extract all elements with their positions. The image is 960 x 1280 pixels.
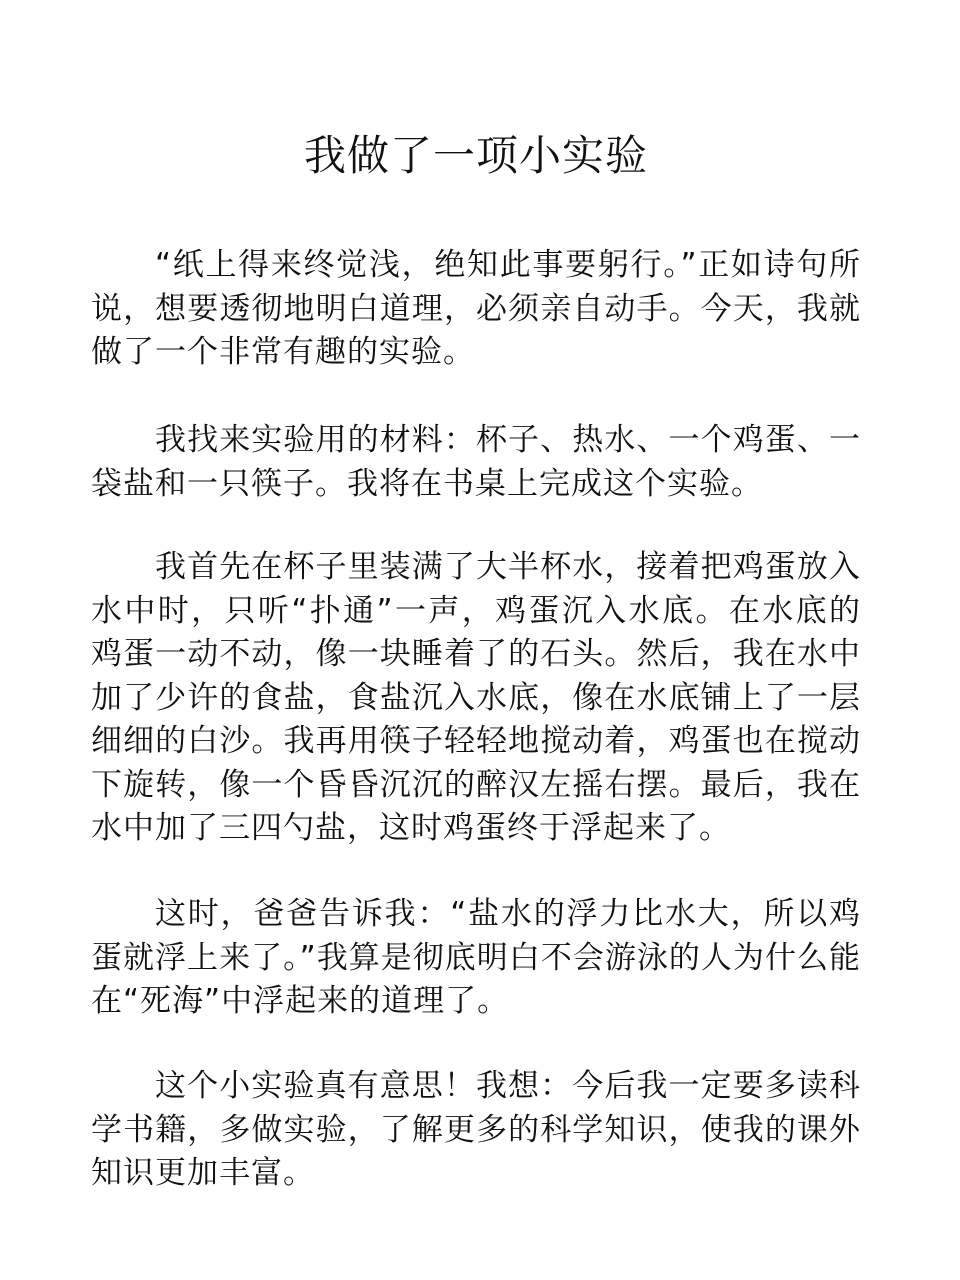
paragraph-procedure: 我首先在杯子里装满了大半杯水，接着把鸡蛋放入水中时，只听“扑通”一声，鸡蛋沉入水底。在水底的鸡蛋一动不动，像一块睡着了的石头。然后，我在水中加了少许的食盐，食盐沉入水底，像在水底铺上了一层细细的白沙。我再用筷子轻轻地搅动着，鸡蛋也在搅动下旋转，像一个昏昏沉沉的醉汉左摇右摆。最后，我在水中加了三四勺盐，这时鸡蛋终于浮起来了。	[91, 549, 861, 846]
paragraph-intro: “纸上得来终觉浅，绝知此事要躬行。”正如诗句所说，想要透彻地明白道理，必须亲自动手。今天，我就做了一个非常有趣的实验。	[91, 247, 861, 370]
document-title: 我做了一项小实验	[303, 131, 648, 180]
paragraph-conclusion: 这个小实验真有意思！我想：今后我一定要多读科学书籍，多做实验，了解更多的科学知识，使我的课外知识更加丰富。	[91, 1068, 861, 1191]
paragraph-explanation: 这时，爸爸告诉我：“盐水的浮力比水大，所以鸡蛋就浮上来了。”我算是彻底明白不会游泳的人为什么能在“死海”中浮起来的道理了。	[91, 896, 861, 1019]
paragraph-materials: 我找来实验用的材料：杯子、热水、一个鸡蛋、一袋盐和一只筷子。我将在书桌上完成这个实验。	[91, 422, 861, 502]
